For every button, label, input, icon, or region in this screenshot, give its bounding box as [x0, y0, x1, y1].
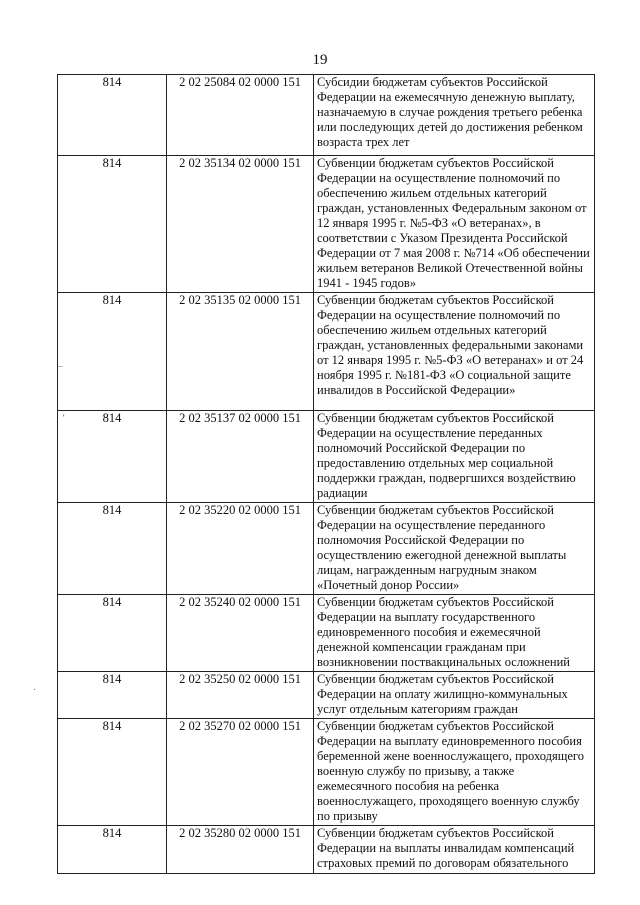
budget-code-cell: 2 02 35250 02 0000 151 — [167, 672, 314, 719]
budget-code-cell: 2 02 35270 02 0000 151 — [167, 719, 314, 826]
admin-code-cell: 814 — [58, 503, 167, 595]
table-row — [58, 411, 595, 503]
table-row — [58, 826, 595, 874]
table-row — [58, 75, 595, 156]
admin-code-cell: 814 — [58, 75, 167, 156]
admin-code-cell: 814 — [58, 595, 167, 672]
table-row — [58, 719, 595, 826]
revenue-name-cell: Субсидии бюджетам субъектов Российской Федерации на ежемесячную денежную выплату, назначаемую в случае рождения третьего ребенка или последующих детей до достижения ребенком возраста трех лет — [314, 75, 595, 156]
admin-code-cell: 814 — [58, 293, 167, 411]
revenue-name-cell: Субвенции бюджетам субъектов Российской Федерации на оплату жилищно-коммунальных услуг отдельным категориям граждан — [314, 672, 595, 719]
revenue-name-cell: Субвенции бюджетам субъектов Российской Федерации на осуществление полномочий по обеспечению жильем отдельных категорий граждан, установленных федеральными законами от 12 января 1995 г. №5-ФЗ «О ветеранах» и от 24 ноября 1995 г. №181-ФЗ «О социальной защите инвалидов в Российской Федерации» — [314, 293, 595, 411]
budget-code-cell: 2 02 35135 02 0000 151 — [167, 293, 314, 411]
revenue-name-cell: Субвенции бюджетам субъектов Российской Федерации на осуществление переданных полномочий Российской Федерации по предоставлению отдельных мер социальной поддержки граждан, подвергшихся воздействию радиации — [314, 411, 595, 503]
budget-code-cell: 2 02 35240 02 0000 151 — [167, 595, 314, 672]
admin-code-cell: 814 — [58, 719, 167, 826]
admin-code-cell: 814 — [58, 826, 167, 874]
scan-speck: – — [58, 361, 63, 372]
revenue-name-cell: Субвенции бюджетам субъектов Российской Федерации на осуществление полномочий по обеспечению жильем отдельных категорий граждан, установленных Федеральным законом от 12 января 1995 г. №5-ФЗ «О ветеранах», в соответствии с Указом Президента Российской Федерации от 7 мая 2008 г. №714 «Об обеспечении жильем ветеранов Великой Отечественной войны 1941 - 1945 годов» — [314, 156, 595, 293]
budget-code-cell: 2 02 25084 02 0000 151 — [167, 75, 314, 156]
budget-code-cell: 2 02 35220 02 0000 151 — [167, 503, 314, 595]
revenue-name-cell: Субвенции бюджетам субъектов Российской Федерации на выплаты инвалидам компенсаций страховых премий по договорам обязательного — [314, 826, 595, 874]
admin-code-cell: 814 — [58, 156, 167, 293]
scan-speck: · — [33, 685, 37, 696]
table-row — [58, 503, 595, 595]
table-row — [58, 672, 595, 719]
admin-code-cell: 814 — [58, 411, 167, 503]
revenue-name-cell: Субвенции бюджетам субъектов Российской Федерации на выплату государственного единовременного пособия и ежемесячной денежной компенсации гражданам при возникновении поствакцинальных осложнений — [314, 595, 595, 672]
budget-code-cell: 2 02 35137 02 0000 151 — [167, 411, 314, 503]
table-row — [58, 293, 595, 411]
scan-speck: ‘ — [62, 413, 66, 424]
page-number: 19 — [312, 52, 328, 68]
revenue-name-cell: Субвенции бюджетам субъектов Российской Федерации на осуществление переданного полномочия Российской Федерации по осуществлению ежегодной денежной выплаты лицам, награжденным нагрудным знаком «Почетный донор России» — [314, 503, 595, 595]
budget-code-cell: 2 02 35134 02 0000 151 — [167, 156, 314, 293]
budget-code-cell: 2 02 35280 02 0000 151 — [167, 826, 314, 874]
revenue-name-cell: Субвенции бюджетам субъектов Российской Федерации на выплату единовременного пособия беременной жене военнослужащего, проходящего военную службу по призыву, а также ежемесячного пособия на ребенка военнослужащего, проходящего военную службу по призыву — [314, 719, 595, 826]
budget-classification-table — [57, 74, 595, 874]
table-row — [58, 156, 595, 293]
admin-code-cell: 814 — [58, 672, 167, 719]
table-row — [58, 595, 595, 672]
